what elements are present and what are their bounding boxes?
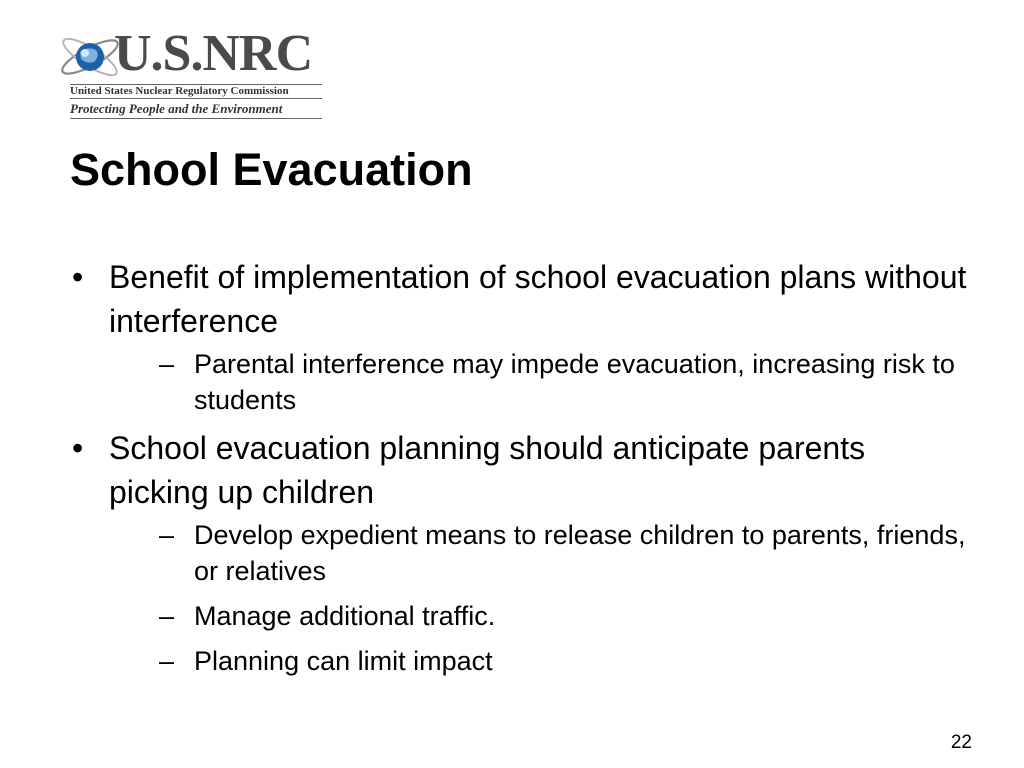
bullet-text: • Benefit of implementation of school evacuation plans without interference <box>109 259 967 339</box>
slide-content <box>70 255 970 679</box>
nrc-logo <box>56 22 326 122</box>
logo-agency-name: United States Nuclear Regulatory Commission <box>70 85 289 97</box>
logo-divider <box>70 118 322 119</box>
sub-bullet-item: – Develop expedient means to release children to parents, friends, or relatives <box>149 517 970 589</box>
sub-bullet-list <box>109 346 970 418</box>
logo-divider <box>70 98 322 99</box>
slide-title: School Evacuation <box>70 144 473 195</box>
bullet-text: • School evacuation planning should anticipate parents picking up children <box>109 430 866 510</box>
page-number: 22 <box>950 732 972 753</box>
sub-bullet-item: – Planning can limit impact <box>149 643 970 679</box>
sub-bullet-item: – Manage additional traffic. <box>149 598 970 634</box>
bullet-item <box>70 255 970 418</box>
logo-wordmark: U.S.NRC <box>114 25 313 82</box>
logo-tagline: Protecting People and the Environment <box>70 101 283 116</box>
sub-bullet-list <box>109 517 970 679</box>
bullet-item <box>70 426 970 679</box>
sub-bullet-item: – Parental interference may impede evacuation, increasing risk to students <box>149 346 970 418</box>
